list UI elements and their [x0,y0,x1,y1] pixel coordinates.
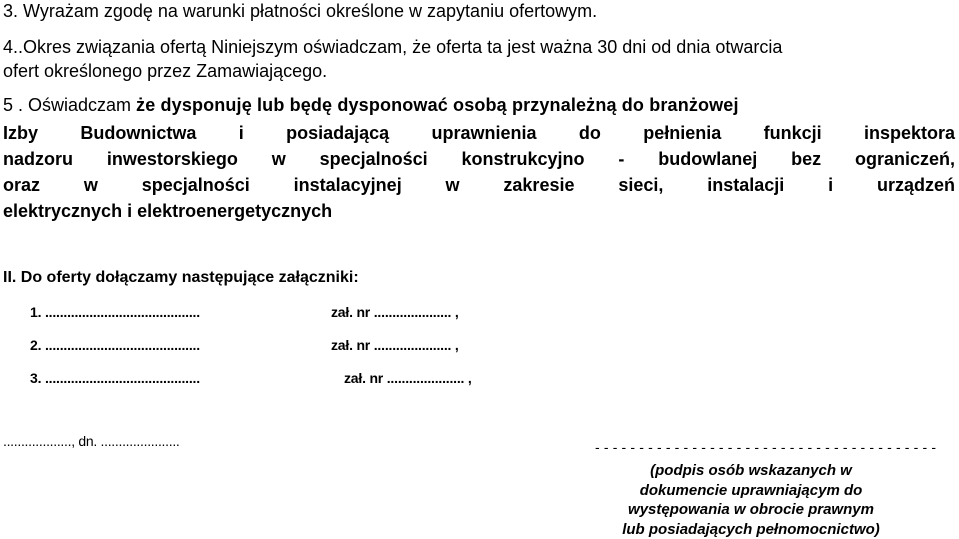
attachments-heading: II. Do oferty dołączamy następujące załączniki: [3,269,359,286]
paragraph-5-line-2: Izby Budownictwa i posiadającą uprawnienia do pełnienia funkcji inspektora [3,123,955,143]
signature-caption-line-3: występowania w obrocie prawnym [628,501,874,518]
place-date-line: ..................., dn. ...................... [3,433,180,449]
signature-caption-line-1: (podpis osób wskazanych w [650,462,852,479]
attachment-1-number: 1. .......................................... [30,304,200,320]
paragraph-5-line-1 [3,94,739,116]
attachment-3-number: 3. .......................................... [30,370,200,386]
paragraph-5-line-3: nadzoru inwestorskiego w specjalności konstrukcyjno - budowlanej bez ograniczeń, [3,149,955,169]
signature-caption-line-4: lub posiadających pełnomocnictwo) [622,520,880,538]
attachment-2-number: 2. .......................................... [30,337,200,353]
signature-caption [586,461,916,539]
paragraph-3: 3. Wyrażam zgodę na warunki płatności określone w zapytaniu ofertowym. [3,1,598,21]
paragraph-5-bold-text: że dysponuję lub będę dysponować osobą przynależną do branżowej [136,95,739,115]
signature-caption-line-2: dokumencie uprawniającym do [639,481,863,499]
paragraph-5-line-5: elektrycznych i elektroenergetycznych [3,201,333,221]
paragraph-5-lead: 5 . Oświadczam [3,95,137,115]
attachment-3-ref: zał. nr ..................... , [344,370,472,386]
paragraph-4-line-2: ofert określonego przez Zamawiającego. [3,61,328,81]
attachment-2-ref: zał. nr ..................... , [331,337,459,353]
attachment-1-ref: zał. nr ..................... , [331,304,459,320]
signature-dash-line: - - - - - - - - - - - - - - - - - - - - - - - - - - - - - - - - - - - - - - - [595,439,937,455]
paragraph-5-line-4: oraz w specjalności instalacyjnej w zakresie sieci, instalacji i urządzeń [3,175,955,195]
paragraph-4-line-1: 4..Okres związania ofertą Niniejszym oświadczam, że oferta ta jest ważna 30 dni od dnia otwarcia [3,37,783,57]
